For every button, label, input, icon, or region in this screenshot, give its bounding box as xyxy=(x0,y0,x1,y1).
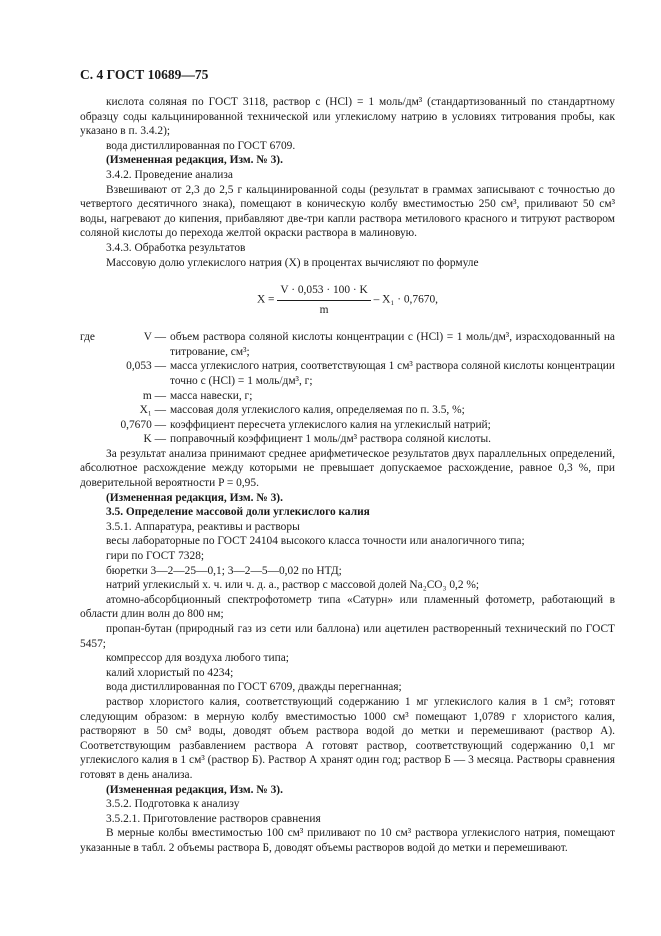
definition-text: масса углекислого натрия, соответствующая 1 см³ раствора соляной кислоты концентрации точно c (HCl) = 1 моль/дм³, г; xyxy=(170,360,615,387)
definition-row xyxy=(80,330,615,359)
formula-definitions xyxy=(80,330,615,447)
definition-text: масса навески, г; xyxy=(170,389,253,402)
formula xyxy=(80,283,615,317)
section-3-5-1-title: 3.5.1. Аппаратура, реактивы и растворы xyxy=(106,520,300,533)
where-label: где xyxy=(80,331,95,344)
formula-numerator: V · 0,053 · 100 · K xyxy=(277,283,370,301)
definition-row xyxy=(80,432,615,447)
definition-symbol: X₁ — xyxy=(139,404,166,417)
reagent-gas: пропан-бутан (природный газ из сети или баллона) или ацетилен растворенный технический по ГОСТ 5457; xyxy=(80,623,615,650)
formula-intro: Массовую долю углекислого натрия (X) в процентах вычисляют по формуле xyxy=(106,256,479,269)
definition-row xyxy=(80,418,615,433)
section-3-5-title: 3.5. Определение массовой доли углекислого калия xyxy=(106,506,370,519)
kcl-solution-preparation: раствор хлористого калия, соответствующий содержанию 1 мг углекислого калия в 1 см³; готовят следующим образом: в мерную колбу вместимостью 1000 см³ помещают 1,0789 г хлористого калия, растворяют в 50 см³ воды, доводят объем раствора водой до метки и перемешивают (раствор А). Соответствующим разбавлением раствора А готовят раствор, соответствующий содержанию 0,1 мг углекислого калия в 1 см³ (раствор Б). Раствор А хранят один год; раствор Б — 3 месяца. Растворы сравнения готовят в день анализа. xyxy=(80,695,615,781)
section-3-5-2-title: 3.5.2. Подготовка к анализу xyxy=(106,798,240,811)
definition-symbol: V — xyxy=(143,331,166,344)
reagent-bidistilled-water: вода дистиллированная по ГОСТ 6709, дважды перегнанная; xyxy=(106,681,402,694)
section-3-5-2-1-title: 3.5.2.1. Приготовление растворов сравнения xyxy=(106,812,321,825)
formula-lhs: X = xyxy=(256,293,275,306)
definition-text: коэффициент пересчета углекислого калия на углекислый натрий; xyxy=(170,418,491,431)
definition-symbol: m — xyxy=(142,389,166,402)
equipment-scales: весы лабораторные по ГОСТ 24104 высокого класса точности или аналогичного типа; xyxy=(106,535,525,548)
definition-symbol: 0,7670 — xyxy=(120,418,166,431)
definition-text: объем раствора соляной кислоты концентрации c (HCl) = 1 моль/дм³, израсходованный на титрование, см³; xyxy=(170,331,615,358)
equipment-burettes: бюретки 3—2—25—0,1; 3—2—5—0,02 по НТД; xyxy=(106,564,342,577)
analysis-procedure: Взвешивают от 2,3 до 2,5 г кальцинированной соды (результат в граммах записывают с точностью до четвертого десятичного знака), помещают в коническую колбу вместимостью 250 см³, приливают 50 см³ воды, нагревают до кипения, прибавляют две-три капли раствора метилового красного и титруют раствором соляной кислоты до перехода желтой окраски раствора в малиновую. xyxy=(80,183,615,240)
section-3-4-2-title: 3.4.2. Проведение анализа xyxy=(106,168,233,181)
reference-solutions-procedure: В мерные колбы вместимостью 100 см³ приливают по 10 см³ раствора углекислого натрия, помещают указанные в табл. 2 объемы раствора Б, доводят объемы растворов водой до метки и перемешивают. xyxy=(80,827,615,854)
equipment-spectrophotometer: атомно-абсорбционный спектрофотометр типа «Сатурн» или пламенный фотометр, работающий в области длин волн до 800 нм; xyxy=(80,593,615,621)
definition-text: поправочный коэффициент 1 моль/дм³ раствора соляной кислоты. xyxy=(170,433,491,446)
reagent-potassium-chloride: калий хлористый по 4234; xyxy=(106,666,234,679)
reagent-hcl: кислота соляная по ГОСТ 3118, раствор c (HCl) = 1 моль/дм³ (стандартизованный по стандартному образцу соды кальцинированной технической или углекислому натрию в условиях титрования пробы, как указано в п. 3.4.2); xyxy=(80,96,615,138)
formula-rhs: – X₁ · 0,7670, xyxy=(373,293,439,306)
definition-text: массовая доля углекислого калия, определяемая по п. 3.5, %; xyxy=(170,404,465,417)
equipment-weights: гири по ГОСТ 7328; xyxy=(106,550,205,563)
formula-fraction xyxy=(277,283,370,317)
section-3-4-3-title: 3.4.3. Обработка результатов xyxy=(106,241,246,254)
definition-row xyxy=(80,403,615,418)
equipment-compressor: компрессор для воздуха любого типа; xyxy=(106,652,289,665)
formula-denominator: m xyxy=(319,303,329,316)
definition-symbol: K — xyxy=(143,433,166,446)
page-header: С. 4 ГОСТ 10689—75 xyxy=(80,67,209,82)
definition-symbol: 0,053 — xyxy=(126,360,166,373)
reagent-sodium-carbonate: натрий углекислый х. ч. или ч. д. а., раствор с массовой долей Na₂CO₃ 0,2 %; xyxy=(106,579,480,592)
definition-row xyxy=(80,359,615,388)
revision-note: (Измененная редакция, Изм. № 3). xyxy=(106,783,283,796)
result-statement: За результат анализа принимают среднее арифметическое результатов двух параллельных определений, абсолютное расхождение между которыми не превышает допускаемое расхождение, равное 0,3 %, при доверительной вероятности P = 0,95. xyxy=(80,447,615,490)
revision-note: (Измененная редакция, Изм. № 3). xyxy=(106,491,283,504)
document-body xyxy=(80,95,615,856)
reagent-water: вода дистиллированная по ГОСТ 6709. xyxy=(106,139,296,152)
revision-note: (Измененная редакция, Изм. № 3). xyxy=(106,154,283,167)
definition-row xyxy=(80,389,615,404)
